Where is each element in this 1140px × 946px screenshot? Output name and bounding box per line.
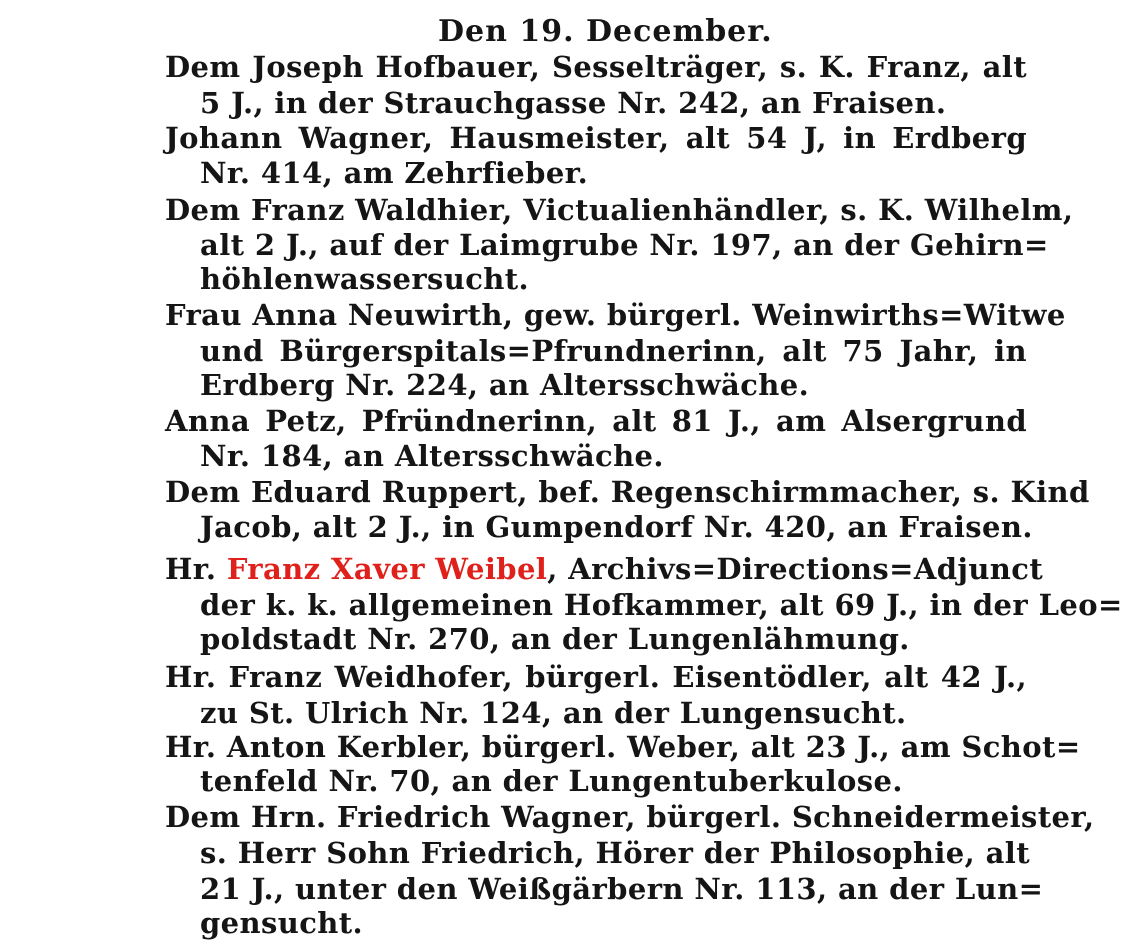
entry-5-line-1: Anna Petz, Pfründnerinn, alt 81 J., am Alsergrund [165, 404, 1027, 438]
entry-1-line-2: 5 J., in der Strauchgasse Nr. 242, an Fraisen. [200, 86, 947, 120]
entry-10-line-1: Dem Hrn. Friedrich Wagner, bürgerl. Schneidermeister, [165, 800, 1095, 834]
entry-1-line-1: Dem Joseph Hofbauer, Sesselträger, s. K. Franz, alt [165, 50, 1027, 84]
entry-10-line-2: s. Herr Sohn Friedrich, Hörer der Philosophie, alt [200, 836, 1031, 870]
entry-7-prefix: Hr. [165, 552, 217, 586]
highlighted-name: Franz Xaver Weibel [226, 552, 548, 586]
entry-9-line-2: tenfeld Nr. 70, an der Lungentuberkulose. [200, 764, 903, 798]
entry-7-line-1 [165, 552, 1044, 586]
entry-8-line-2: zu St. Ulrich Nr. 124, an der Lungensucht. [200, 696, 907, 730]
entry-4-line-1: Frau Anna Neuwirth, gew. bürgerl. Weinwirths=Witwe [165, 298, 1066, 332]
page-heading: Den 19. December. [438, 14, 773, 49]
entry-3-line-3: höhlenwassersucht. [200, 262, 530, 296]
entry-7-line-3: poldstadt Nr. 270, an der Lungenlähmung. [200, 622, 910, 656]
entry-5-line-2: Nr. 184, an Altersschwäche. [200, 439, 664, 473]
entry-3-line-1: Dem Franz Waldhier, Victualienhändler, s. K. Wilhelm, [165, 193, 1074, 227]
entry-2-line-1: Johann Wagner, Hausmeister, alt 54 J, in Erdberg [165, 121, 1027, 155]
entry-7-title: , Archivs=Directions=Adjunct [547, 552, 1044, 586]
entry-9-line-1: Hr. Anton Kerbler, bürgerl. Weber, alt 23 J., am Schot= [165, 730, 1081, 764]
entry-10-line-4: gensucht. [200, 906, 364, 940]
entry-2-line-2: Nr. 414, am Zehrfieber. [200, 156, 589, 190]
entry-6-line-1: Dem Eduard Ruppert, bef. Regenschirmmacher, s. Kind [165, 475, 1090, 509]
entry-10-line-3: 21 J., unter den Weißgärbern Nr. 113, an der Lun= [200, 872, 1044, 906]
entry-8-line-1: Hr. Franz Weidhofer, bürgerl. Eisentödler, alt 42 J., [165, 660, 1027, 694]
entry-4-line-3: Erdberg Nr. 224, an Altersschwäche. [200, 368, 810, 402]
entry-3-line-2: alt 2 J., auf der Laimgrube Nr. 197, an der Gehirn= [200, 228, 1049, 262]
entry-4-line-2: und Bürgerspitals=Pfrundnerinn, alt 75 Jahr, in [200, 334, 1027, 368]
entry-7-line-2: der k. k. allgemeinen Hofkammer, alt 69 J., in der Leo= [200, 588, 1123, 622]
entry-6-line-2: Jacob, alt 2 J., in Gumpendorf Nr. 420, an Fraisen. [200, 510, 1033, 544]
